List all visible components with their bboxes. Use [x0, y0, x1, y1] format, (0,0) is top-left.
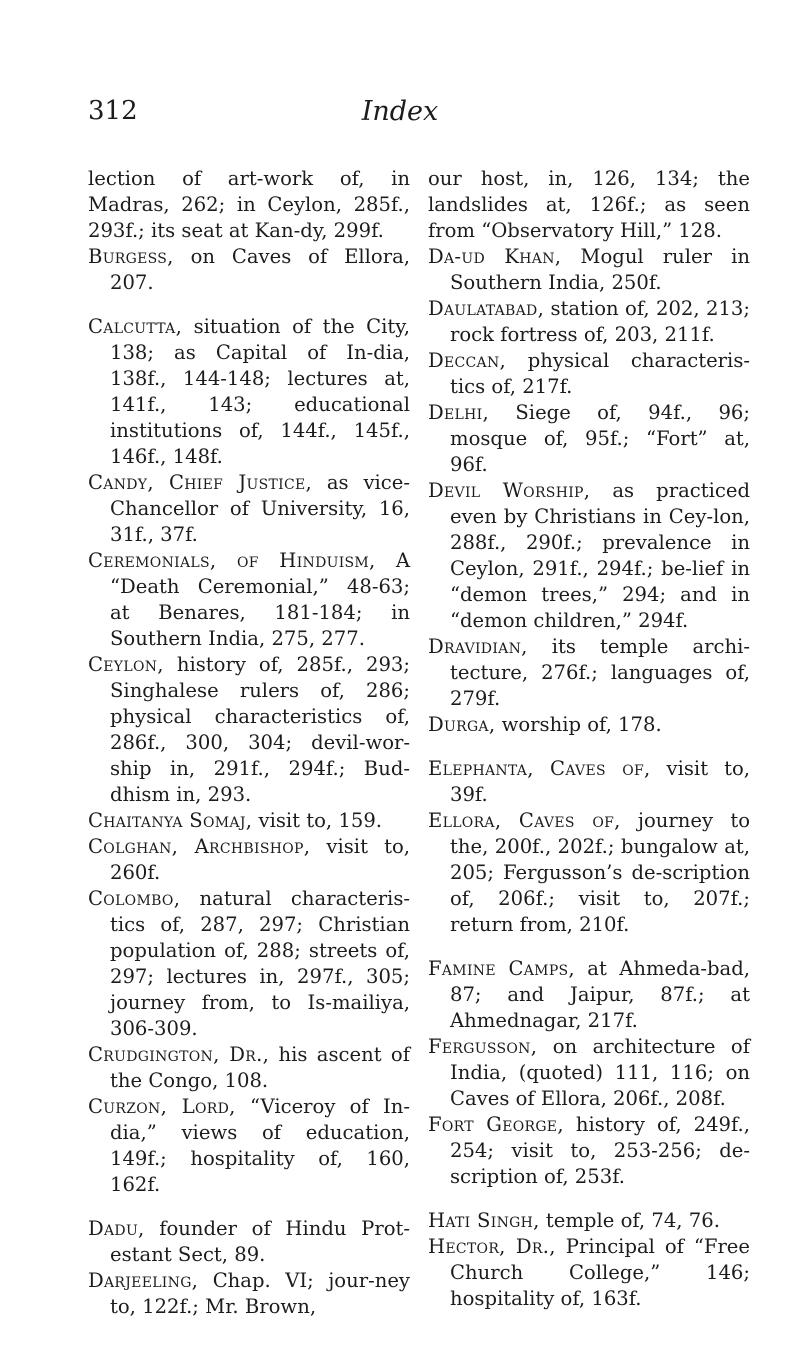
index-entry-text: Principal of “Free Church College,” 146; hospitality of, 163f. — [450, 1235, 750, 1310]
index-headword: Crudgington, Dr., — [88, 1043, 270, 1066]
index-entry — [88, 244, 410, 296]
index-entry-text: on architecture of India, (quoted) 111, 116; on Caves of Ellora, 206f., 208f. — [450, 1035, 750, 1110]
index-headword: Candy, Chief Justice, — [88, 471, 312, 494]
index-entry-text: Chap. VI; jour-ney to, 122f.; Mr. Brown, — [110, 1269, 410, 1318]
index-headword: Deccan, — [428, 349, 507, 372]
index-entry — [88, 470, 410, 548]
index-entry — [428, 478, 750, 634]
index-entry-text: visit to, 260f. — [110, 835, 410, 884]
index-entry-text: his ascent of the Congo, 108. — [110, 1043, 410, 1092]
index-entry-text: visit to, 39f. — [450, 757, 750, 806]
running-title: Index — [361, 96, 439, 127]
index-entry — [428, 712, 750, 738]
index-entry-text: at Ahmeda-bad, 87; and Jaipur, 87f.; at Ahmednagar, 217f. — [450, 957, 750, 1032]
index-entry-text: “Viceroy of In-dia,” views of education, 149f.; hospitality of, 160, 162f. — [110, 1095, 410, 1196]
index-column-right — [428, 166, 750, 1312]
index-headword: Curzon, Lord, — [88, 1095, 236, 1118]
index-entry — [428, 244, 750, 296]
index-headword: Devil Worship, — [428, 479, 591, 502]
index-entry — [88, 652, 410, 808]
index-entry — [88, 808, 410, 834]
index-entry-text: its temple archi-tecture, 276f.; languages of, 279f. — [450, 635, 750, 710]
index-headword: Ellora, Caves of, — [428, 809, 621, 832]
index-entry-text: situation of the City, 138; as Capital of In-dia, 138f., 144-148; lectures at, 141f., 143; educational institutions of, 144f., 145f., 146f., 148f. — [110, 315, 410, 468]
index-entry — [428, 634, 750, 712]
index-entry-text: A “Death Ceremonial,” 48-63; at Benares, 181-184; in Southern India, 275, 277. — [110, 549, 410, 650]
index-headword: Elephanta, Caves of, — [428, 757, 651, 780]
index-headword: Colghan, Archbishop, — [88, 835, 311, 858]
index-entry-text: journey to the, 200f., 202f.; bungalow at, 205; Fergusson’s de-scription of, 206f.; visit to, 207f.; return from, 210f. — [450, 809, 750, 936]
index-entry — [428, 1234, 750, 1312]
index-headword: Chaitanya Somaj, — [88, 809, 253, 832]
index-headword: Ceylon, — [88, 653, 164, 676]
index-entry-text: history of, 285f., 293; Singhalese rulers of, 286; physical characteristics of, 286f., 300, 304; devil-wor-ship in, 291f., 294f.; Bud-dhism in, 293. — [110, 653, 410, 806]
index-entry — [428, 296, 750, 348]
index-entry-text: temple of, 74, 76. — [539, 1209, 720, 1232]
index-entry — [88, 1042, 410, 1094]
index-headword: Ceremonials, of Hinduism, — [88, 549, 376, 572]
index-headword: Daulatabad, — [428, 297, 545, 320]
page-header — [0, 96, 800, 136]
index-entry-text: physical characteris-tics of, 217f. — [450, 349, 750, 398]
index-entry — [428, 756, 750, 808]
index-headword: Durga, — [428, 713, 496, 736]
index-entry — [428, 400, 750, 478]
index-entry-text: natural characteris-tics of, 287, 297; Christian population of, 288; streets of, 297; lectures in, 297f., 305; journey from, to Is-mailiya, 306-309. — [110, 887, 410, 1040]
index-column-left — [88, 166, 410, 1320]
index-entry — [88, 1094, 410, 1198]
index-entry-text: as vice-Chancellor of University, 16, 31f., 37f. — [110, 471, 410, 546]
index-headword: Colombo, — [88, 887, 181, 910]
index-entry-text: lection of art-work of, in Madras, 262; in Ceylon, 285f., 293f.; its seat at Kan-dy, 299f. — [88, 167, 410, 242]
index-headword: Burgess, — [88, 245, 174, 268]
index-headword: Calcutta, — [88, 315, 183, 338]
index-entry-text: Siege of, 94f., 96; mosque of, 95f.; “Fort” at, 96f. — [450, 401, 750, 476]
index-entry-text: our host, in, 126, 134; the landslides at, 126f.; as seen from “Observatory Hill,” 128. — [428, 167, 750, 242]
index-entry-text: as practiced even by Christians in Cey-lon, 288f., 290f.; prevalence in Ceylon, 291f., 294f.; be-lief in “demon trees,” 294; and in “demon children,” 294f. — [450, 479, 750, 632]
index-entry-text: founder of Hindu Prot-estant Sect, 89. — [110, 1217, 410, 1266]
index-entry — [428, 1112, 750, 1190]
index-headword: Dravidian, — [428, 635, 528, 658]
index-entry — [88, 1216, 410, 1268]
index-entry-text: station of, 202, 213; rock fortress of, 203, 211f. — [450, 297, 750, 346]
index-entry — [428, 956, 750, 1034]
index-headword: Fort George, — [428, 1113, 564, 1136]
index-entry — [88, 1268, 410, 1320]
index-entry — [88, 166, 410, 244]
index-headword: Hector, Dr., — [428, 1235, 556, 1258]
index-entry — [88, 886, 410, 1042]
index-entry — [88, 548, 410, 652]
index-headword: Darjeeling, — [88, 1269, 199, 1292]
index-entry — [428, 348, 750, 400]
index-headword: Da-ud Khan, — [428, 245, 562, 268]
index-headword: Delhi, — [428, 401, 489, 424]
index-entry — [428, 166, 750, 244]
index-entry — [428, 808, 750, 938]
index-headword: Dadu, — [88, 1217, 145, 1240]
index-headword: Hati Singh, — [428, 1209, 540, 1232]
index-entry — [88, 834, 410, 886]
index-headword: Fergusson, — [428, 1035, 538, 1058]
index-entry-text: worship of, 178. — [495, 713, 662, 736]
index-entry — [88, 314, 410, 470]
index-headword: Famine Camps, — [428, 957, 575, 980]
index-entry-text: Mogul ruler in Southern India, 250f. — [450, 245, 750, 294]
index-entry — [428, 1208, 750, 1234]
index-entry-text: on Caves of Ellora, 207. — [110, 245, 410, 294]
index-entry-text: visit to, 159. — [252, 809, 383, 832]
page-number: 312 — [88, 96, 138, 126]
index-entry — [428, 1034, 750, 1112]
index-entry-text: history of, 249f., 254; visit to, 253-256; de-scription of, 253f. — [450, 1113, 751, 1188]
